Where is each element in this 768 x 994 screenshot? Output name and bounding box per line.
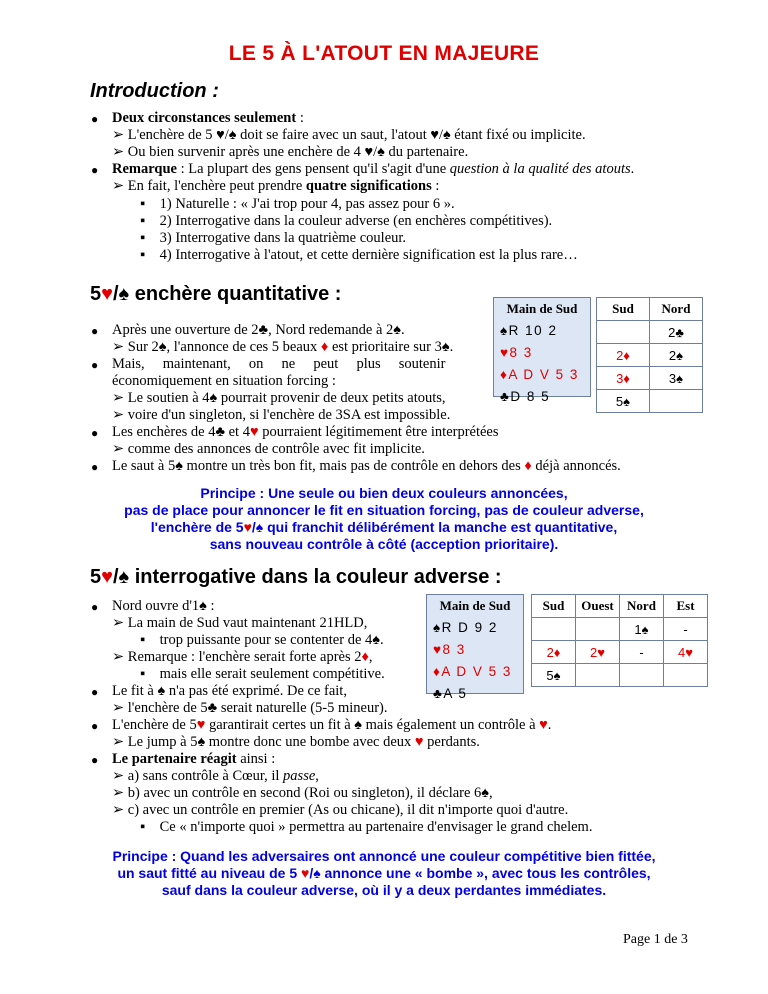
s2-sub-3: ▪ Ce « n'importe quoi » permettra au partenaire d'envisager le grand chelem. xyxy=(140,819,593,835)
principle-2: Principe : Quand les adversaires ont annoncé une couleur compétitive bien fittée, un saut fitté au niveau de 5 ♥/♠ annonce une « bombe », avec tous les contrôles, sauf dans la couleur adverse, où il y a deux perdantes immédiates. xyxy=(112,848,656,898)
s2-sub-2: ▪ mais elle serait seulement compétitive. xyxy=(140,666,385,682)
s1-bullet-1: Après une ouverture de 2♣, Nord redemande à 2♠. xyxy=(112,322,405,338)
section2-heading: 5♥/♠ interrogative dans la couleur adverse : xyxy=(90,566,502,588)
intro-sub-2: ▪ 2) Interrogative dans la couleur adverse (en enchères compétitives). xyxy=(140,213,553,229)
s1-arrow-1: ➢ Sur 2♠, l'annonce de ces 5 beaux ♦ est prioritaire sur 3♠. xyxy=(112,339,454,355)
intro-arrow-2: ➢ Ou bien survenir après une enchère de 4 ♥/♠ du partenaire. xyxy=(112,144,469,160)
intro-arrow-1: ➢ L'enchère de 5 ♥/♠ doit se faire avec un saut, l'atout ♥/♠ étant fixé ou implicite. xyxy=(112,127,586,143)
s2-arrow-5: ➢ a) sans contrôle à Cœur, il passe, xyxy=(112,768,319,784)
s2-sub-1: ▪ trop puissante pour se contenter de 4♠. xyxy=(140,632,384,648)
s2-bullet-1: Nord ouvre d'1♠ : xyxy=(112,598,215,614)
s1-bullet-3: Les enchères de 4♣ et 4♥ pourraient légitimement être interprétées xyxy=(112,424,499,440)
intro-sub-3: ▪ 3) Interrogative dans la quatrième couleur. xyxy=(140,230,407,246)
intro-bullet-1: Deux circonstances seulement : xyxy=(112,110,304,126)
s2-arrow-7: ➢ c) avec un contrôle en premier (As ou chicane), il dit n'importe quoi d'autre. xyxy=(112,802,569,818)
intro-sub-1: ▪ 1) Naturelle : « J'ai trop pour 4, pas assez pour 6 ». xyxy=(140,196,455,212)
s1-arrow-2: ➢ Le soutien à 4♠ pourrait provenir de deux petits atouts, xyxy=(112,390,446,406)
s2-arrow-6: ➢ b) avec un contrôle en second (Roi ou singleton), il déclare 6♠, xyxy=(112,785,493,801)
intro-bullet-2: Remarque : La plupart des gens pensent qu'il s'agit d'une question à la qualité des atouts. xyxy=(112,161,635,177)
bidding-table-1: Sud Nord 2♣ 2♦ 2♠ 3♦ 3♠ 5♠ xyxy=(596,297,703,413)
s1-bullet-2-cont: économiquement en situation forcing : xyxy=(112,373,336,389)
intro-sub-4: ▪ 4) Interrogative à l'atout, et cette dernière signification est la plus rare… xyxy=(140,247,578,263)
bullet-icon: ● xyxy=(91,460,99,474)
page-title: LE 5 À L'ATOUT EN MAJEURE xyxy=(228,42,540,65)
bullet-icon: ● xyxy=(91,753,99,767)
s2-arrow-2: ➢ Remarque : l'enchère serait forte après 2♦, xyxy=(112,649,373,665)
s2-arrow-3: ➢ l'enchère de 5♣ serait naturelle (5-5 mineur). xyxy=(112,700,388,716)
bullet-icon: ● xyxy=(91,163,99,177)
hand-box-2: Main de Sud ♠R D 9 2 ♥8 3 ♦A D V 5 3 ♣A 5 xyxy=(426,594,524,694)
s1-arrow-4: ➢ comme des annonces de contrôle avec fit implicite. xyxy=(112,441,425,457)
intro-heading: Introduction : xyxy=(90,80,219,102)
intro-arrow-3: ➢ En fait, l'enchère peut prendre quatre significations : xyxy=(112,178,440,194)
bullet-icon: ● xyxy=(91,426,99,440)
s2-arrow-1: ➢ La main de Sud vaut maintenant 21HLD, xyxy=(112,615,368,631)
s2-arrow-4: ➢ Le jump à 5♠ montre donc une bombe avec deux ♥ perdants. xyxy=(112,734,480,750)
bullet-icon: ● xyxy=(91,685,99,699)
bidding-table-2: Sud Ouest Nord Est 1♠ - 2♦ 2♥ - 4♥ 5♠ xyxy=(531,594,708,687)
bullet-icon: ● xyxy=(91,112,99,126)
page-number: Page 1 de 3 xyxy=(623,932,688,947)
section1-heading: 5♥/♠ enchère quantitative : xyxy=(90,283,342,305)
s2-bullet-3: L'enchère de 5♥ garantirait certes un fit à ♠ mais également un contrôle à ♥. xyxy=(112,717,552,733)
bullet-icon: ● xyxy=(91,719,99,733)
s2-bullet-2: Le fit à ♠ n'a pas été exprimé. De ce fait, xyxy=(112,683,347,699)
bullet-icon: ● xyxy=(91,600,99,614)
hand-box-1: Main de Sud ♠R 10 2 ♥8 3 ♦A D V 5 3 ♣D 8 5 xyxy=(493,297,591,397)
s1-arrow-3: ➢ voire d'un singleton, si l'enchère de 3SA est impossible. xyxy=(112,407,451,423)
s1-bullet-4: Le saut à 5♠ montre un très bon fit, mais pas de contrôle en dehors des ♦ déjà annoncés. xyxy=(112,458,621,474)
principle-1: Principe : Une seule ou bien deux couleurs annoncées, pas de place pour annoncer le fit en situation forcing, pas de couleur adverse, l'enchère de 5♥/♠ qui franchit délibérément la manche est quantitative, sans nouveau contrôle à côté (acception prioritaire). xyxy=(124,485,644,552)
bullet-icon: ● xyxy=(91,358,99,372)
bullet-icon: ● xyxy=(91,324,99,338)
s1-bullet-2: Mais, maintenant, on ne peut plus soutenir xyxy=(112,356,446,372)
s2-bullet-4: Le partenaire réagit ainsi : xyxy=(112,751,276,767)
